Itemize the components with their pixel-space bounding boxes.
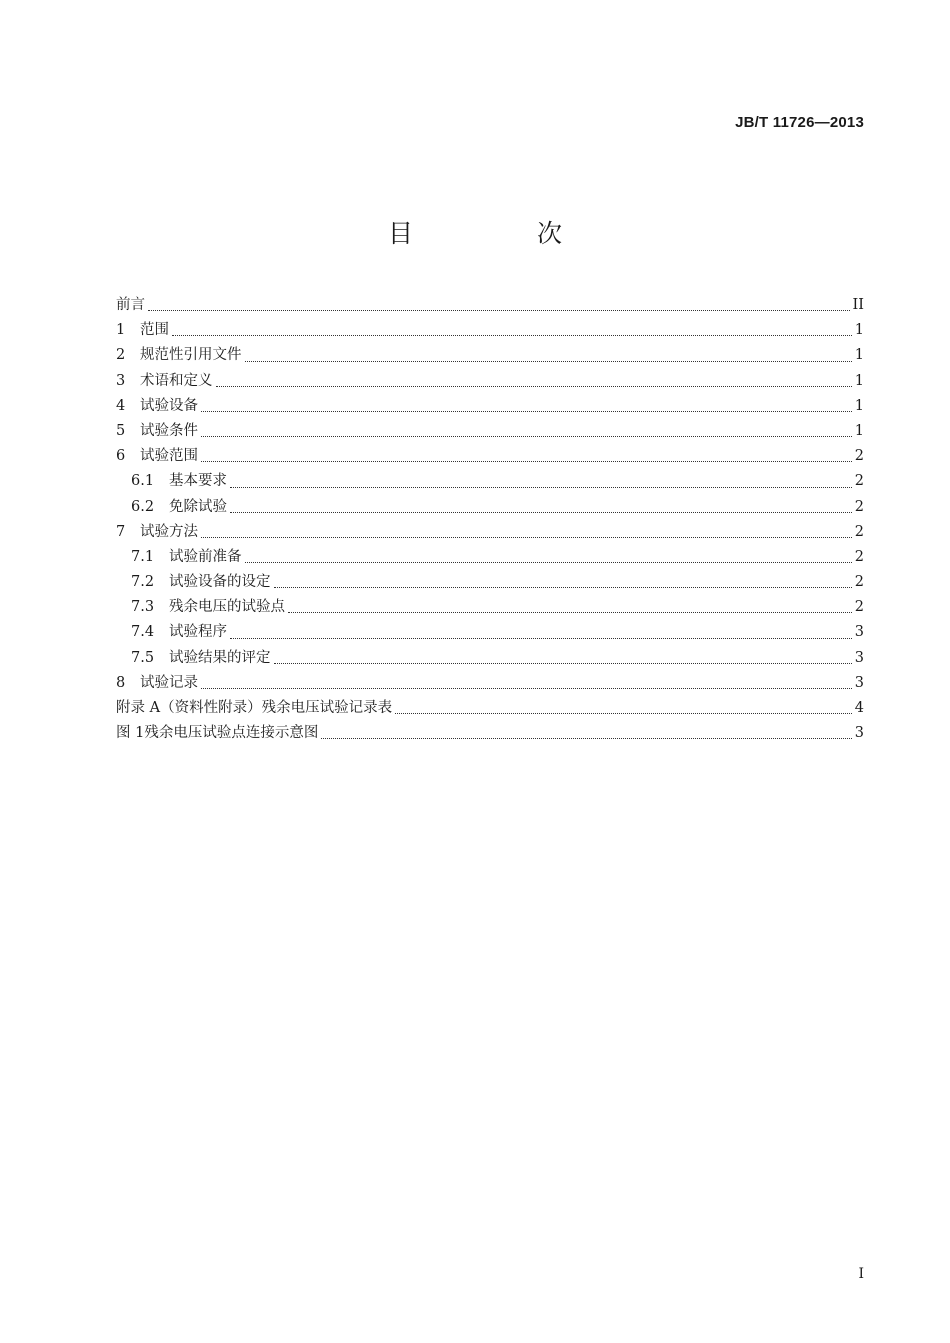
toc-entry[interactable] (116, 495, 864, 520)
toc-entry-label: 试验条件 (140, 422, 198, 439)
toc-entry-number: 6.2 (131, 498, 155, 515)
toc-entry-page: 3 (854, 649, 864, 666)
toc-entry[interactable] (116, 343, 864, 368)
toc-entry-label: 术语和定义 (140, 372, 213, 389)
toc-entry[interactable] (116, 646, 864, 671)
toc-entry-page: 4 (854, 700, 864, 716)
toc-dot-leader (201, 460, 852, 462)
toc-entry-label: 范围 (140, 322, 169, 339)
toc-entry-page: 3 (854, 624, 864, 641)
toc-entry-number: 7 (116, 523, 126, 540)
toc-entry-label: 附录 A（资料性附录）残余电压试验记录表 (116, 700, 393, 716)
toc-entry[interactable] (116, 620, 864, 645)
toc-entry-page: 3 (854, 725, 864, 742)
toc-entry-page: 1 (854, 322, 864, 339)
standard-code: JB/T 11726—2013 (735, 114, 864, 131)
toc-dot-leader (201, 536, 852, 538)
toc-dot-leader (245, 360, 852, 362)
toc-entry-page: 2 (854, 548, 864, 565)
toc-entry[interactable] (116, 419, 864, 444)
toc-entry-number: 7.5 (131, 649, 155, 666)
toc-entry[interactable] (116, 570, 864, 595)
toc-entry-page: 2 (854, 498, 864, 515)
toc-entry-page: 1 (854, 422, 864, 439)
toc-entry-number: 7.4 (131, 624, 155, 641)
toc-dot-leader (274, 586, 852, 588)
toc-dot-leader (201, 410, 852, 412)
toc-entry[interactable] (116, 671, 864, 696)
toc-entry-page: 2 (854, 574, 864, 591)
toc-entry-label: 试验结果的评定 (169, 649, 271, 666)
toc-entry-page: 2 (854, 523, 864, 540)
toc-entry[interactable] (116, 369, 864, 394)
toc-entry-page: II (852, 297, 864, 313)
toc-entry-label: 前言 (116, 297, 145, 313)
toc-entry-page: 3 (854, 674, 864, 691)
toc-dot-leader (321, 737, 851, 739)
toc-dot-leader (395, 712, 852, 714)
toc-entry-label: 试验设备的设定 (169, 574, 271, 591)
toc-entry-page: 1 (854, 397, 864, 414)
toc-entry[interactable] (116, 469, 864, 494)
toc-entry[interactable] (116, 293, 864, 318)
toc-entry-label: 残余电压试验点连接示意图 (144, 725, 319, 742)
toc-dot-leader (274, 662, 852, 664)
toc-entry-number: 2 (116, 347, 126, 364)
toc-entry-label: 试验前准备 (169, 548, 242, 565)
toc-entry-label: 基本要求 (169, 473, 227, 490)
toc-dot-leader (230, 511, 852, 513)
toc-entry-number: 3 (116, 372, 126, 389)
toc-dot-leader (201, 435, 852, 437)
toc-entry-page: 1 (854, 347, 864, 364)
toc-entry-label: 免除试验 (169, 498, 227, 515)
toc-dot-leader (201, 687, 852, 689)
toc-entry[interactable] (116, 721, 864, 746)
toc-dot-leader (216, 385, 852, 387)
toc-entry-label: 试验方法 (140, 523, 198, 540)
toc-entry-label: 试验设备 (140, 397, 198, 414)
toc-entry-label: 试验程序 (169, 624, 227, 641)
toc-dot-leader (148, 309, 850, 311)
toc-entry-number: 7.3 (131, 599, 155, 616)
toc-entry-label: 残余电压的试验点 (169, 599, 285, 616)
table-of-contents (116, 293, 864, 746)
toc-dot-leader (245, 561, 852, 563)
toc-entry-page: 2 (854, 599, 864, 616)
toc-entry[interactable] (116, 394, 864, 419)
toc-entry[interactable] (116, 595, 864, 620)
toc-entry-number: 5 (116, 422, 126, 439)
toc-dot-leader (172, 334, 852, 336)
footer-page-number: I (858, 1266, 864, 1282)
toc-dot-leader (230, 637, 852, 639)
toc-entry-number: 1 (116, 322, 126, 339)
toc-dot-leader (230, 486, 852, 488)
toc-entry[interactable] (116, 545, 864, 570)
toc-entry-number: 8 (116, 674, 126, 691)
toc-entry[interactable] (116, 520, 864, 545)
toc-entry-page: 2 (854, 473, 864, 490)
toc-entry-page: 1 (854, 372, 864, 389)
toc-entry-number: 6.1 (131, 473, 155, 490)
toc-entry-label: 试验记录 (140, 674, 198, 691)
toc-entry-number: 图 1 (116, 725, 145, 742)
toc-dot-leader (288, 611, 852, 613)
toc-entry-number: 4 (116, 397, 126, 414)
toc-entry[interactable] (116, 318, 864, 343)
toc-entry-number: 7.1 (131, 548, 155, 565)
toc-entry-number: 6 (116, 448, 126, 465)
toc-entry-label: 规范性引用文件 (140, 347, 242, 364)
toc-entry-label: 试验范围 (140, 448, 198, 465)
toc-entry-number: 7.2 (131, 574, 155, 591)
toc-entry[interactable] (116, 444, 864, 469)
page-title: 目 次 (388, 219, 620, 248)
toc-entry-page: 2 (854, 448, 864, 465)
toc-entry[interactable] (116, 696, 864, 721)
